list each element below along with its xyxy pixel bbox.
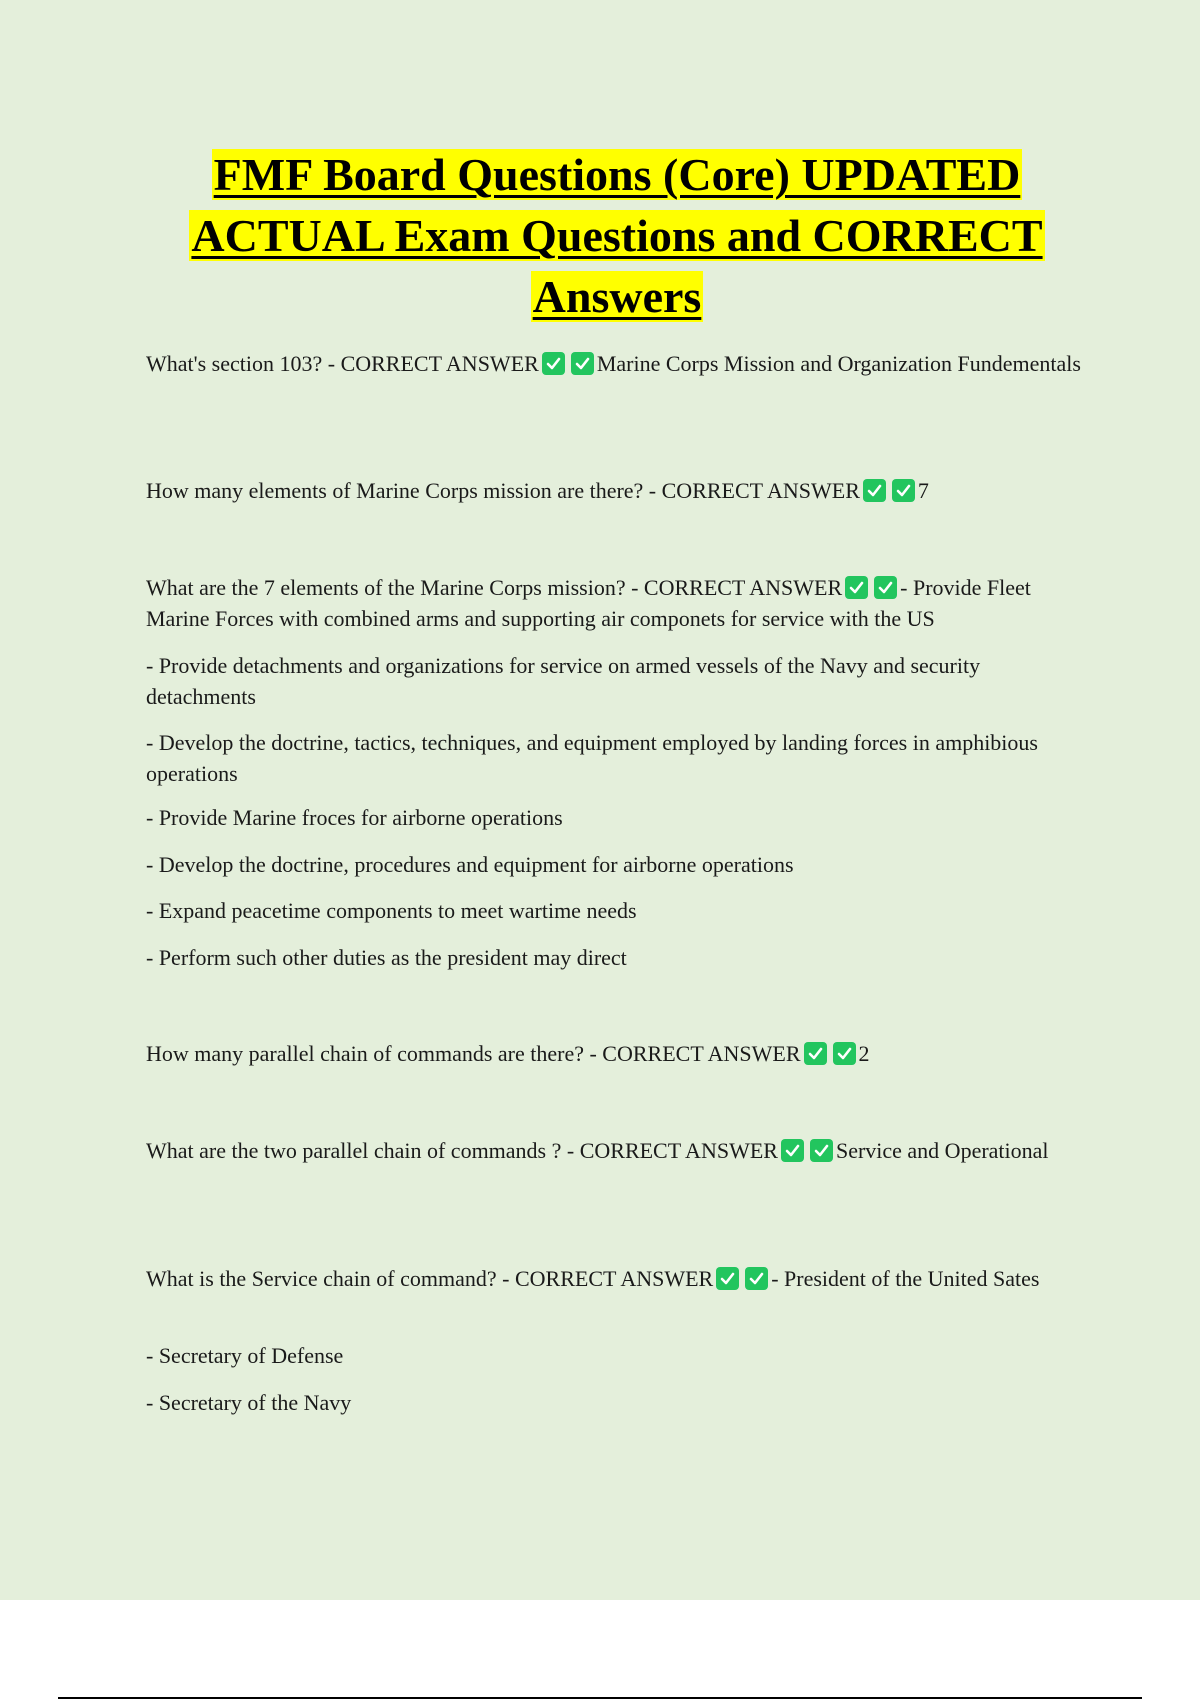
check-mark-icon	[716, 1267, 739, 1290]
question-text: What are the two parallel chain of commands ? - CORRECT ANSWER	[146, 1138, 778, 1163]
qa-item-3	[146, 572, 1086, 634]
question-text: How many elements of Marine Corps mission are there? - CORRECT ANSWER	[146, 478, 860, 503]
answer-text: Service and Operational	[835, 1138, 1049, 1163]
check-mark-icon	[745, 1267, 768, 1290]
question-text: What's section 103? - CORRECT ANSWER	[146, 351, 539, 376]
check-mark-icon	[542, 352, 565, 375]
check-mark-icon	[810, 1139, 833, 1162]
answer-text: 2	[858, 1041, 870, 1066]
answer-text: Marine Corps Mission and Organization Fundementals	[596, 351, 1081, 376]
mission-element-line: - Develop the doctrine, tactics, techniques, and equipment employed by landing forces in amphibious operations	[146, 730, 1038, 786]
qa-item-5	[146, 1135, 1086, 1166]
check-mark-icon	[845, 576, 868, 599]
qa-item-6	[146, 1263, 1086, 1294]
check-mark-icon	[863, 479, 886, 502]
check-mark-icon	[892, 479, 915, 502]
mission-element-line: - Perform such other duties as the president may direct	[146, 945, 627, 970]
check-mark-icon	[874, 576, 897, 599]
question-text: How many parallel chain of commands are there? - CORRECT ANSWER	[146, 1041, 801, 1066]
check-mark-icon	[781, 1139, 804, 1162]
qa-item-1	[146, 348, 1086, 379]
footer-divider	[58, 1697, 1142, 1699]
document-title	[120, 144, 1114, 327]
mission-element-line: - Provide detachments and organizations for service on armed vessels of the Navy and security detachments	[146, 653, 981, 709]
chain-of-command-line: - Secretary of Defense	[146, 1343, 344, 1368]
answer-text: - President of the United Sates	[771, 1266, 1040, 1291]
qa-item-4	[146, 1038, 1086, 1069]
question-text: What is the Service chain of command? - CORRECT ANSWER	[146, 1266, 714, 1291]
check-mark-icon	[571, 352, 594, 375]
question-text: What are the 7 elements of the Marine Corps mission? - CORRECT ANSWER	[146, 575, 843, 600]
answer-text: - Provide Fleet Marine Forces with combined arms and supporting air componets for service with the US	[146, 575, 1031, 631]
answer-text: 7	[917, 478, 929, 503]
mission-element-line: - Develop the doctrine, procedures and equipment for airborne operations	[146, 852, 794, 877]
document-title-text: FMF Board Questions (Core) UPDATED ACTUAL Exam Questions and CORRECT Answers	[191, 149, 1043, 322]
qa-item-2	[146, 475, 1086, 506]
chain-of-command-line: - Secretary of the Navy	[146, 1390, 352, 1415]
check-mark-icon	[833, 1042, 856, 1065]
mission-element-line: - Expand peacetime components to meet wartime needs	[146, 898, 637, 923]
mission-element-line: - Provide Marine froces for airborne operations	[146, 805, 563, 830]
check-mark-icon	[804, 1042, 827, 1065]
